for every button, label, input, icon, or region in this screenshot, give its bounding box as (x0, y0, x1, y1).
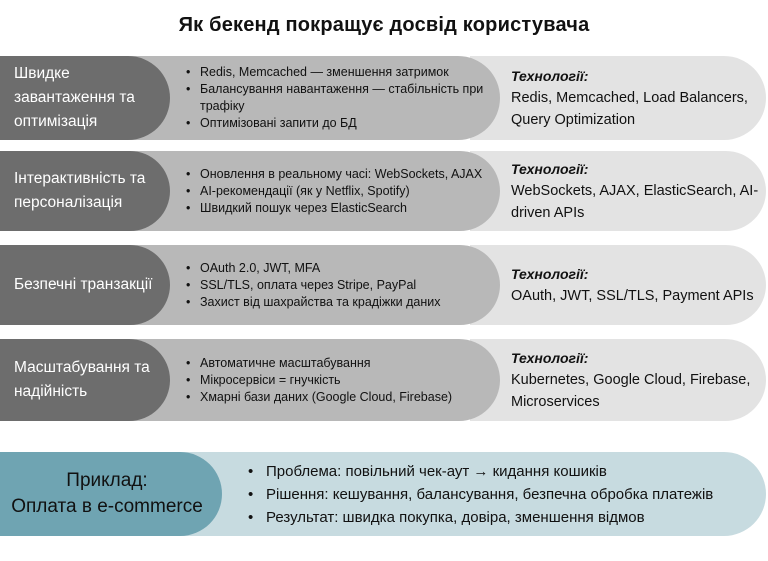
bullet-item: • Хмарні бази даних (Google Cloud, Firebase) (184, 389, 496, 406)
row-secure-transactions (0, 245, 768, 325)
tech-label: Технології: (511, 266, 589, 282)
example-subtitle: Оплата в e-commerce (11, 496, 203, 517)
bullet-item: • Швидкий пошук через ElasticSearch (184, 200, 496, 217)
example-title: Приклад: (66, 470, 148, 491)
tech-block (511, 245, 761, 325)
bullet-item: • AI-рекомендації (як у Netflix, Spotify) (184, 183, 496, 200)
tech-block (511, 339, 761, 421)
bullet-item: • Автоматичне масштабування (184, 355, 496, 372)
tech-label: Технології: (511, 161, 589, 177)
row-label: Швидке завантаження та оптимізація (0, 56, 170, 140)
bullet-list (184, 56, 496, 140)
tech-list: OAuth, JWT, SSL/TLS, Payment APIs (511, 288, 754, 304)
tech-list: Kubernetes, Google Cloud, Firebase, Microservices (511, 372, 751, 410)
example-bullet-list (246, 452, 756, 536)
example-bullet-item: • Результат: швидка покупка, довіра, зменшення відмов (246, 506, 756, 529)
bullet-list (184, 245, 496, 325)
bullet-item: • Оптимізовані запити до БД (184, 115, 496, 132)
example-bullet-item: • Проблема: повільний чек-аут → кидання кошиків (246, 460, 756, 483)
bullet-item: • Захист від шахрайства та крадіжки даних (184, 294, 496, 311)
bullet-item: • OAuth 2.0, JWT, MFA (184, 260, 496, 277)
tech-label: Технології: (511, 68, 589, 84)
row-label: Інтерактивність та персоналізація (0, 151, 170, 231)
page-title: Як бекенд покращує досвід користувача (178, 14, 590, 36)
tech-block (511, 56, 761, 140)
example-row (0, 452, 768, 536)
row-scaling (0, 339, 768, 421)
row-label: Безпечні транзакції (0, 245, 170, 325)
example-bullet-item: • Рішення: кешування, балансування, безпечна обробка платежів (246, 483, 756, 506)
tech-list: Redis, Memcached, Load Balancers, Query Optimization (511, 90, 748, 128)
bullet-item: • Мікросервіси = гнучкість (184, 372, 496, 389)
bullet-item: • Redis, Memcached — зменшення затримок (184, 64, 496, 81)
row-fast-loading (0, 56, 768, 140)
bullet-item: • Оновлення в реальному часі: WebSockets, AJAX (184, 166, 496, 183)
bullet-item: • SSL/TLS, оплата через Stripe, PayPal (184, 277, 496, 294)
tech-block (511, 151, 761, 231)
tech-label: Технології: (511, 350, 589, 366)
row-interactivity (0, 151, 768, 231)
tech-list: WebSockets, AJAX, ElasticSearch, AI-driven APIs (511, 183, 759, 221)
bullet-list (184, 339, 496, 421)
bullet-list (184, 151, 496, 231)
example-label (0, 452, 222, 536)
bullet-item: • Балансування навантаження — стабільність при трафіку (184, 81, 496, 115)
row-label: Масштабування та надійність (0, 339, 170, 421)
